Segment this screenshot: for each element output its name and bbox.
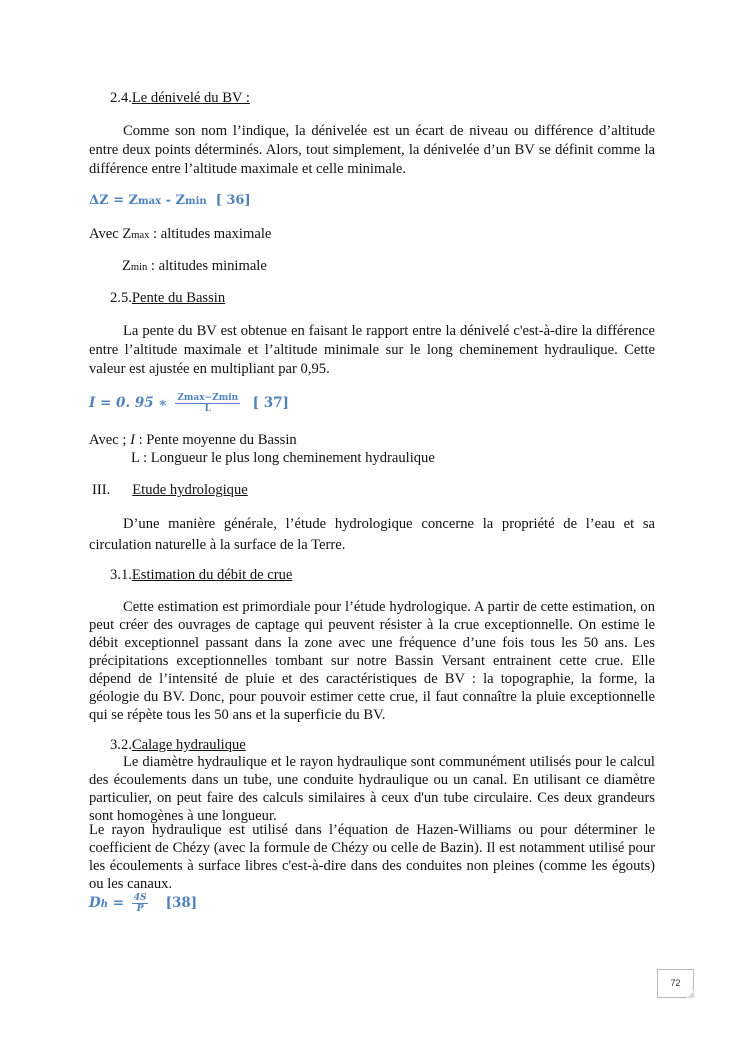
equation-operator: - Z bbox=[161, 193, 185, 208]
equation-lhs: ΔZ = Z bbox=[89, 193, 139, 208]
equation-reference: [ 37] bbox=[252, 395, 289, 411]
equation-fraction bbox=[132, 893, 149, 914]
paragraph-estimation-crue: Cette estimation est primordiale pour l’étude hydrologique. A partir de cette estimation, on peut créer des ouvrages de captage qui peuvent résister à la crue exceptionnelle. On estime le débit exceptionnel passant dans la zone avec une fréquence d’une fois tous les 50 ans. Les précipitations exceptionnelles tombant sur notre Bassin Versant entrainent cette crue. Elle dépend de l’intensité de pluie et des caractéristiques de BV : la topographie, la forme, la géologie du BV. Donc, pour pouvoir estimer cette crue, il faut connaître la pluie exceptionnelle qui se répète tous les 50 ans et la superficie du BV. bbox=[89, 599, 655, 723]
equation-fraction bbox=[175, 393, 240, 414]
equation-reference: [ 36] bbox=[215, 193, 251, 208]
fraction-denominator: P bbox=[136, 904, 144, 914]
paragraph-calage-2: Le rayon hydraulique est utilisé dans l’équation de Hazen-Williams ou pour déterminer le coefficient de Chézy (avec la formule de Chézy ou celle de Bazin). Il est notamment utilisé pour les écoulements à surface libres c'est-à-dire dans des conduites non pleines (comme les égouts) ou les canaux. bbox=[89, 822, 655, 892]
equation-subscript: min bbox=[184, 196, 207, 207]
definition-prefix: Avec ; bbox=[89, 432, 131, 448]
equation-reference: [38] bbox=[165, 895, 198, 911]
definition-text: : altitudes minimale bbox=[147, 258, 267, 274]
definition-subscript: min bbox=[130, 262, 148, 273]
equation-36 bbox=[89, 193, 251, 208]
definition-text: : altitudes maximale bbox=[149, 226, 272, 242]
equation-subscript: h bbox=[100, 899, 108, 910]
definition-prefix: Avec Z bbox=[89, 226, 132, 242]
equation-lhs: D bbox=[89, 895, 101, 911]
section-2-4-heading bbox=[110, 89, 676, 108]
equation-37 bbox=[89, 393, 289, 414]
section-title: Le dénivelé du BV : bbox=[131, 90, 250, 106]
definition-prefix: Z bbox=[122, 258, 131, 274]
section-iii-heading bbox=[92, 481, 658, 500]
equation-operator: = bbox=[108, 895, 125, 911]
section-number: 3.2. bbox=[110, 737, 132, 753]
section-3-1-heading bbox=[110, 566, 676, 585]
page-fold-corner bbox=[687, 991, 694, 998]
page-number-box bbox=[657, 969, 694, 998]
section-number: 2.5. bbox=[110, 290, 132, 306]
definition-zmax bbox=[89, 225, 655, 245]
paragraph-pente: La pente du BV est obtenue en faisant le rapport entre la dénivelé c'est-à-dire la différence entre l’altitude maximale et l’altitude minimale sur le long cheminement hydraulique. Cette valeur est ajustée en multipliant par 0,95. bbox=[89, 323, 655, 377]
equation-lhs: I = 0. 95 ∗ bbox=[89, 395, 168, 411]
definition-longueur: L : Longueur le plus long cheminement hydraulique bbox=[131, 450, 435, 466]
definition-text: : Pente moyenne du Bassin bbox=[134, 432, 297, 448]
paragraph-denivele: Comme son nom l’indique, la dénivelée est un écart de niveau ou différence d’altitude entre deux points déterminés. Alors, tout simplement, la dénivelée d’un BV se définit comme la différence entre l’altitude maximale et celle minimale. bbox=[89, 123, 655, 177]
section-number: 3.1. bbox=[110, 567, 132, 583]
section-title: Pente du Bassin bbox=[131, 290, 226, 306]
page-number: 72 bbox=[670, 978, 681, 988]
fraction-numerator: Zmax−Zmin bbox=[177, 393, 239, 403]
definition-variable: I bbox=[130, 432, 135, 448]
section-title: Etude hydrologique bbox=[132, 482, 248, 498]
paragraph-calage-1: Le diamètre hydraulique et le rayon hydraulique sont communément utilisés pour le calcul des écoulements dans un tube, une conduite hydraulique ou un canal. En utilisant ce diamètre particulier, on peut faire des calculs similaires à ceux d'un tube circulaire. Ces deux grandeurs sont homogènes à une longueur. bbox=[89, 754, 655, 824]
definition-subscript: max bbox=[131, 230, 150, 241]
section-title: Calage hydraulique bbox=[131, 737, 246, 753]
paragraph-hydrologie: D’une manière générale, l’étude hydrologique concerne la propriété de l’eau et sa circulation naturelle à la surface de la Terre. bbox=[89, 516, 655, 553]
definition-pente bbox=[89, 431, 655, 450]
fraction-numerator: 4S bbox=[133, 893, 147, 903]
section-2-5-heading bbox=[110, 289, 676, 308]
section-number: 2.4. bbox=[110, 90, 132, 106]
equation-subscript: max bbox=[138, 196, 162, 207]
fraction-denominator: L bbox=[204, 404, 211, 414]
definition-zmin bbox=[122, 257, 688, 277]
section-number: III. bbox=[92, 482, 111, 498]
section-title: Estimation du débit de crue bbox=[131, 567, 293, 583]
equation-38 bbox=[89, 893, 197, 914]
